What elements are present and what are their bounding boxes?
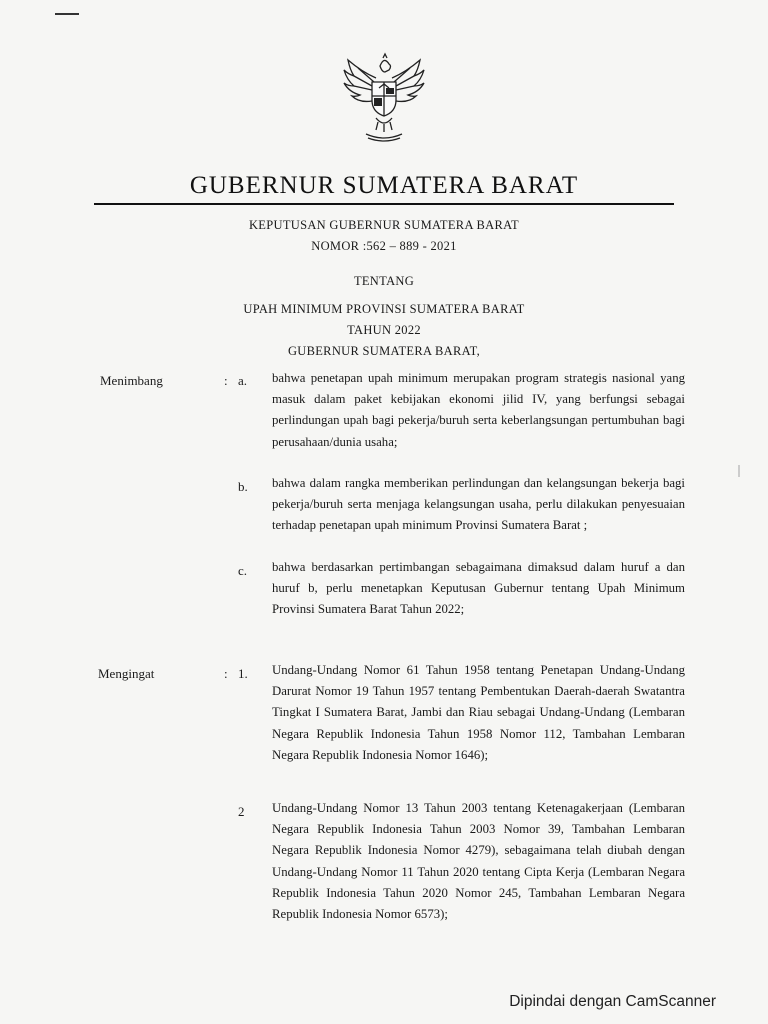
legal-basis-item: Undang-Undang Nomor 61 Tahun 1958 tentang Penetapan Undang-Undang Darurat Nomor 19 Tahun 1957 tentang Pembentukan Daerah-daerah Swatantra Tingkat I Sumatera Barat, Jambi dan Riau sebagai Undang-Undang (Lembaran Negara Republik Indonesia Tahun 1958 Nomor 112, Tambahan Lembaran Negara Republik Indonesia Nomor 1646); [272, 663, 685, 762]
decree-title: KEPUTUSAN GUBERNUR SUMATERA BARAT [248, 218, 519, 232]
section-colon: : [224, 373, 228, 388]
list-marker: c. [238, 563, 248, 578]
scan-edge [738, 465, 740, 477]
section-label-menimbang: Menimbang [100, 373, 163, 388]
decree-tentang: TENTANG [353, 274, 415, 288]
garuda-emblem-icon [336, 52, 432, 144]
section-colon: : [224, 666, 228, 681]
list-marker: b. [238, 479, 248, 494]
decree-number: NOMOR :562 – 889 - 2021 [311, 239, 457, 253]
scanner-watermark: Dipindai dengan CamScanner [509, 993, 716, 1010]
decree-year: TAHUN 2022 [347, 323, 421, 337]
decree-issuer: GUBERNUR SUMATERA BARAT, [287, 344, 481, 358]
consideration-item: bahwa dalam rangka memberikan perlindungan dan kelangsungan bekerja bagi pekerja/buruh serta menjaga kelangsungan usaha, perlu dilakukan penyesuaian terhadap penetapan upah minimum Provinsi Sumatera Barat ; [272, 476, 685, 533]
consideration-item: bahwa penetapan upah minimum merupakan program strategis nasional yang masuk dalam paket kebijakan ekonomi jilid IV, yang berfungsi sebagai perlindungan upah bagi pekerja/buruh serta keberlangsungan pertumbuhan bagi perusahaan/dunia usaha; [272, 371, 685, 449]
letterhead-divider [94, 203, 674, 205]
legal-basis-item: Undang-Undang Nomor 13 Tahun 2003 tentang Ketenagakerjaan (Lembaran Negara Republik Indonesia Tahun 2003 Nomor 39, Tambahan Lembaran Negara Republik Indonesia Nomor 4279), sebagaimana telah diubah dengan Undang-Undang Nomor 11 Tahun 2020 tentang Cipta Kerja (Lembaran Negara Republik Indonesia Tahun 2020 Nomor 245, Tambahan Lembaran Negara Republik Indonesia Nomor 6573); [272, 801, 685, 922]
consideration-item: bahwa berdasarkan pertimbangan sebagaimana dimaksud dalam huruf a dan huruf b, perlu menetapkan Keputusan Gubernur tentang Upah Minimum Provinsi Sumatera Barat Tahun 2022; [272, 560, 685, 617]
letterhead-title: GUBERNUR SUMATERA BARAT [189, 172, 579, 199]
scan-mark [55, 13, 79, 15]
list-marker: 2 [238, 804, 245, 819]
list-marker: 1. [238, 666, 248, 681]
section-label-mengingat: Mengingat [98, 666, 155, 681]
list-marker: a. [238, 373, 248, 388]
decree-subject: UPAH MINIMUM PROVINSI SUMATERA BARAT [243, 302, 525, 316]
